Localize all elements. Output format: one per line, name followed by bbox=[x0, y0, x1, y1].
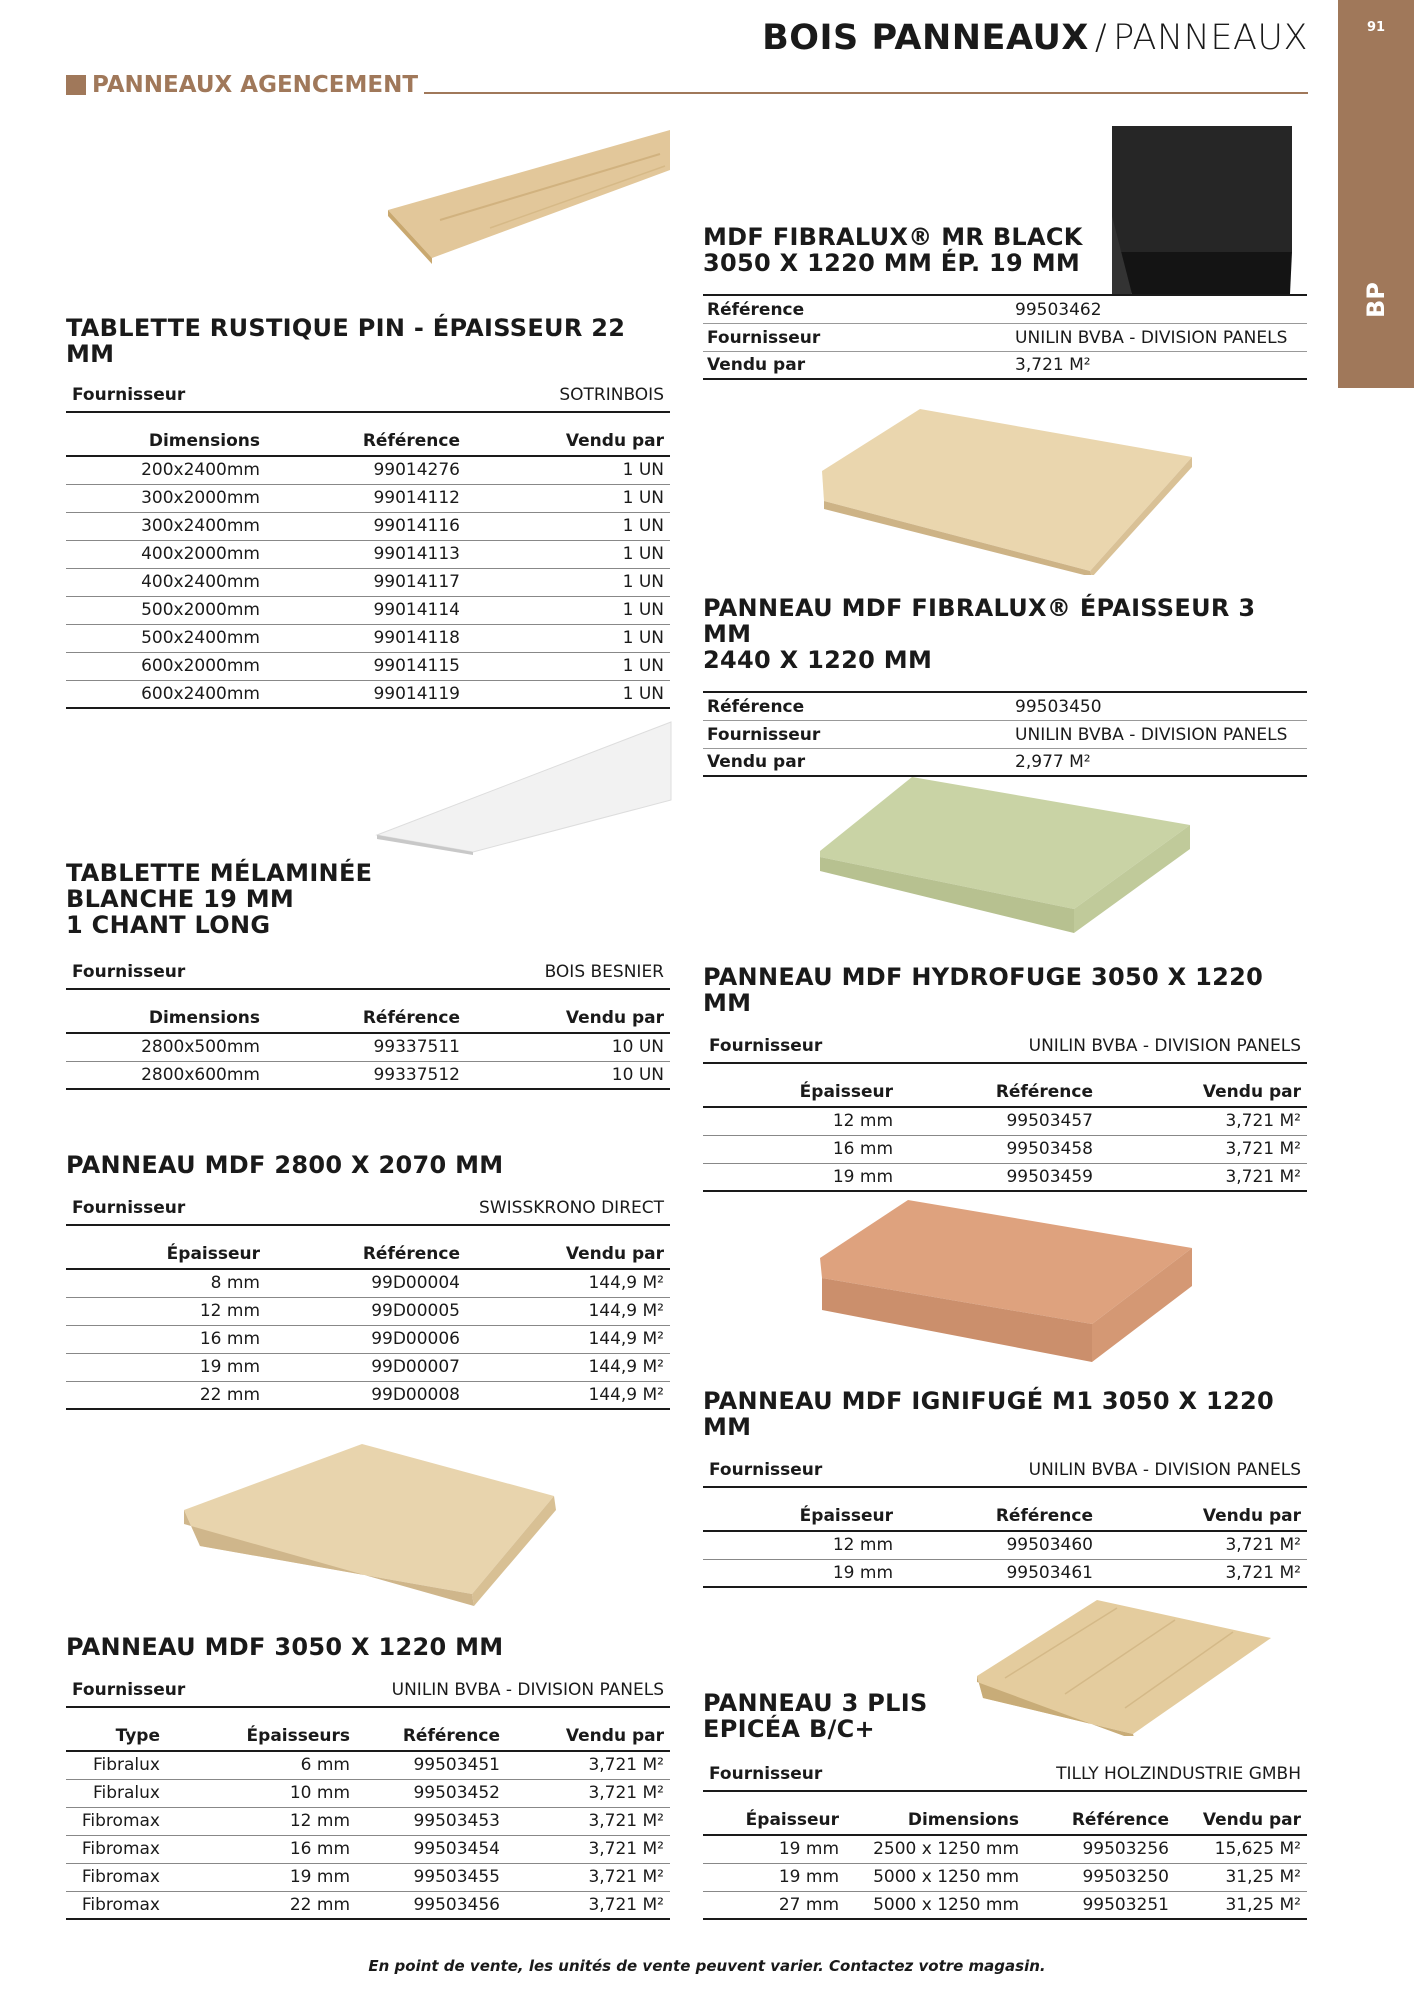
product-title-line-1: PANNEAU 3 PLIS bbox=[703, 1689, 928, 1717]
info-row bbox=[703, 720, 1307, 748]
cell: 8 mm bbox=[66, 1269, 266, 1297]
supplier-value: UNILIN BVBA - DIVISION PANELS bbox=[391, 1680, 664, 1700]
product-table bbox=[703, 1080, 1307, 1192]
col-vendu-par: Vendu par bbox=[506, 1724, 670, 1751]
info-row bbox=[703, 323, 1307, 351]
info-row bbox=[703, 748, 1307, 776]
cell: 16 mm bbox=[703, 1135, 899, 1163]
product-mdf-3050 bbox=[66, 1634, 670, 1920]
col-epaisseurs: Épaisseurs bbox=[166, 1724, 356, 1751]
product-info-table bbox=[703, 691, 1307, 777]
product-table bbox=[66, 429, 670, 709]
product-title-line-2: EPICÉA B/C+ bbox=[703, 1715, 875, 1743]
table-row bbox=[66, 1061, 670, 1089]
supplier-label: Fournisseur bbox=[709, 1460, 823, 1480]
cell: 300x2400mm bbox=[66, 512, 266, 540]
cell: 3,721 M² bbox=[1099, 1531, 1307, 1559]
product-title-line-1: TABLETTE MÉLAMINÉE bbox=[66, 859, 373, 887]
cell: 3,721 M² bbox=[1099, 1559, 1307, 1587]
cell: 1 UN bbox=[466, 456, 670, 484]
cell: 99014116 bbox=[266, 512, 466, 540]
table-row bbox=[66, 540, 670, 568]
supplier-label: Fournisseur bbox=[72, 962, 186, 982]
info-label: Fournisseur bbox=[703, 720, 1011, 748]
cell: 99337512 bbox=[266, 1061, 466, 1089]
cell: 3,721 M² bbox=[1099, 1107, 1307, 1135]
col-dimensions: Dimensions bbox=[845, 1808, 1025, 1835]
hydrofuge-board-image bbox=[818, 773, 1193, 938]
supplier-row bbox=[66, 962, 670, 990]
fibralux-3mm-image bbox=[820, 405, 1195, 575]
melamine-board-image bbox=[375, 720, 675, 855]
product-table bbox=[66, 1724, 670, 1920]
table-row bbox=[703, 1107, 1307, 1135]
cell: 19 mm bbox=[703, 1163, 899, 1191]
supplier-value: SOTRINBOIS bbox=[559, 385, 664, 405]
col-vendu-par: Vendu par bbox=[466, 1242, 670, 1269]
cell: 3,721 M² bbox=[1099, 1163, 1307, 1191]
table-row bbox=[66, 484, 670, 512]
cell: 99503458 bbox=[899, 1135, 1099, 1163]
col-epaisseur: Épaisseur bbox=[66, 1242, 266, 1269]
cell: 22 mm bbox=[66, 1381, 266, 1409]
cell: 1 UN bbox=[466, 540, 670, 568]
supplier-row bbox=[703, 1036, 1307, 1064]
table-row bbox=[66, 1751, 670, 1779]
cell: 600x2400mm bbox=[66, 680, 266, 708]
info-value: 99503462 bbox=[1011, 295, 1307, 323]
table-row bbox=[66, 1891, 670, 1919]
supplier-row bbox=[66, 1680, 670, 1708]
table-row bbox=[66, 568, 670, 596]
cell: 2800x600mm bbox=[66, 1061, 266, 1089]
supplier-value: TILLY HOLZINDUSTRIE GMBH bbox=[1056, 1764, 1301, 1784]
col-reference: Référence bbox=[899, 1504, 1099, 1531]
info-label: Vendu par bbox=[703, 748, 1011, 776]
table-row bbox=[66, 652, 670, 680]
cell: 12 mm bbox=[166, 1807, 356, 1835]
cell: 144,9 M² bbox=[466, 1325, 670, 1353]
supplier-value: UNILIN BVBA - DIVISION PANELS bbox=[1028, 1036, 1301, 1056]
cell: 19 mm bbox=[703, 1559, 899, 1587]
cell: 99014118 bbox=[266, 624, 466, 652]
info-label: Référence bbox=[703, 295, 1011, 323]
cell: Fibralux bbox=[66, 1779, 166, 1807]
product-table bbox=[703, 1504, 1307, 1588]
col-epaisseur: Épaisseur bbox=[703, 1808, 845, 1835]
cell: 144,9 M² bbox=[466, 1381, 670, 1409]
info-value: UNILIN BVBA - DIVISION PANELS bbox=[1011, 720, 1307, 748]
cell: 3,721 M² bbox=[506, 1891, 670, 1919]
pine-board-image bbox=[380, 124, 675, 264]
cell: 19 mm bbox=[703, 1835, 845, 1863]
cell: 99503457 bbox=[899, 1107, 1099, 1135]
info-value: 3,721 M² bbox=[1011, 351, 1307, 379]
cell: 22 mm bbox=[166, 1891, 356, 1919]
info-label: Fournisseur bbox=[703, 323, 1011, 351]
cell: 27 mm bbox=[703, 1891, 845, 1919]
info-value: 99503450 bbox=[1011, 692, 1307, 720]
col-reference: Référence bbox=[1025, 1808, 1175, 1835]
page-number: 91 bbox=[1366, 20, 1386, 35]
table-row bbox=[703, 1531, 1307, 1559]
table-row bbox=[703, 1835, 1307, 1863]
cell: 12 mm bbox=[66, 1297, 266, 1325]
cell: 144,9 M² bbox=[466, 1353, 670, 1381]
cell: 200x2400mm bbox=[66, 456, 266, 484]
cell: 6 mm bbox=[166, 1751, 356, 1779]
title-separator: / bbox=[1094, 18, 1108, 58]
supplier-row bbox=[703, 1460, 1307, 1488]
table-row bbox=[703, 1163, 1307, 1191]
cell: Fibromax bbox=[66, 1807, 166, 1835]
supplier-value: SWISSKRONO DIRECT bbox=[479, 1198, 664, 1218]
info-label: Référence bbox=[703, 692, 1011, 720]
page-title bbox=[762, 18, 1308, 58]
product-ignifuge bbox=[703, 1388, 1307, 1588]
cell: 500x2400mm bbox=[66, 624, 266, 652]
col-epaisseur: Épaisseur bbox=[703, 1080, 899, 1107]
cell: 99D00005 bbox=[266, 1297, 466, 1325]
cell: Fibralux bbox=[66, 1751, 166, 1779]
col-vendu-par: Vendu par bbox=[1099, 1080, 1307, 1107]
cell: 3,721 M² bbox=[506, 1835, 670, 1863]
cell: 3,721 M² bbox=[1099, 1135, 1307, 1163]
cell: 19 mm bbox=[166, 1863, 356, 1891]
cell: 10 mm bbox=[166, 1779, 356, 1807]
table-row bbox=[66, 1353, 670, 1381]
cell: 99014117 bbox=[266, 568, 466, 596]
cell: 3,721 M² bbox=[506, 1751, 670, 1779]
cell: 99014112 bbox=[266, 484, 466, 512]
table-row bbox=[66, 1269, 670, 1297]
cell: 99503459 bbox=[899, 1163, 1099, 1191]
table-row bbox=[66, 1297, 670, 1325]
cell: 144,9 M² bbox=[466, 1297, 670, 1325]
table-row bbox=[66, 596, 670, 624]
side-tab bbox=[1338, 0, 1414, 388]
table-row bbox=[66, 1863, 670, 1891]
cell: 99503250 bbox=[1025, 1863, 1175, 1891]
product-tablette-melaminee bbox=[66, 860, 670, 1090]
product-title-line-3: 1 CHANT LONG bbox=[66, 911, 271, 939]
table-row bbox=[66, 456, 670, 484]
cell: 31,25 M² bbox=[1175, 1863, 1307, 1891]
cell: 99014114 bbox=[266, 596, 466, 624]
col-reference: Référence bbox=[266, 1242, 466, 1269]
col-vendu-par: Vendu par bbox=[1175, 1808, 1307, 1835]
cell: 99503256 bbox=[1025, 1835, 1175, 1863]
cell: 99503452 bbox=[356, 1779, 506, 1807]
product-info-table bbox=[703, 294, 1307, 380]
cell: 1 UN bbox=[466, 624, 670, 652]
cell: 1 UN bbox=[466, 652, 670, 680]
supplier-value: UNILIN BVBA - DIVISION PANELS bbox=[1028, 1460, 1301, 1480]
product-title-line-2: BLANCHE 19 MM bbox=[66, 885, 295, 913]
title-sub: PANNEAUX bbox=[1113, 18, 1308, 58]
cell: 10 UN bbox=[466, 1061, 670, 1089]
col-vendu-par: Vendu par bbox=[1099, 1504, 1307, 1531]
col-vendu-par: Vendu par bbox=[466, 1006, 670, 1033]
table-row bbox=[703, 1559, 1307, 1587]
info-row bbox=[703, 295, 1307, 323]
col-dimensions: Dimensions bbox=[66, 429, 266, 456]
cell: 99503454 bbox=[356, 1835, 506, 1863]
table-row bbox=[703, 1891, 1307, 1919]
table-row bbox=[66, 1033, 670, 1061]
supplier-row bbox=[66, 385, 670, 413]
cell: 99503451 bbox=[356, 1751, 506, 1779]
table-row bbox=[66, 1835, 670, 1863]
section-label: PANNEAUX AGENCEMENT bbox=[92, 72, 424, 98]
cell: 12 mm bbox=[703, 1531, 899, 1559]
ignifuge-board-image bbox=[818, 1198, 1196, 1366]
cell: 99503251 bbox=[1025, 1891, 1175, 1919]
cell: 1 UN bbox=[466, 596, 670, 624]
product-title: TABLETTE RUSTIQUE PIN - ÉPAISSEUR 22 MM bbox=[66, 314, 626, 368]
table-row bbox=[703, 1135, 1307, 1163]
table-row bbox=[66, 1779, 670, 1807]
cell: 2500 x 1250 mm bbox=[845, 1835, 1025, 1863]
cell: 99D00007 bbox=[266, 1353, 466, 1381]
section-header bbox=[66, 72, 1308, 102]
cell: 5000 x 1250 mm bbox=[845, 1891, 1025, 1919]
col-epaisseur: Épaisseur bbox=[703, 1504, 899, 1531]
product-hydrofuge bbox=[703, 964, 1307, 1192]
section-rule bbox=[406, 92, 1308, 94]
cell: 99503455 bbox=[356, 1863, 506, 1891]
product-title-line-2: 2440 X 1220 MM bbox=[703, 646, 933, 674]
table-row bbox=[66, 1381, 670, 1409]
product-fibralux-3mm bbox=[703, 595, 1307, 777]
cell: 19 mm bbox=[703, 1863, 845, 1891]
cell: Fibromax bbox=[66, 1891, 166, 1919]
info-row bbox=[703, 692, 1307, 720]
cell: 1 UN bbox=[466, 680, 670, 708]
product-mr-black bbox=[703, 224, 1307, 380]
cell: 19 mm bbox=[66, 1353, 266, 1381]
title-main: BOIS PANNEAUX bbox=[762, 18, 1089, 58]
table-row bbox=[66, 1325, 670, 1353]
table-row bbox=[703, 1863, 1307, 1891]
cell: 99503453 bbox=[356, 1807, 506, 1835]
col-reference: Référence bbox=[266, 1006, 466, 1033]
supplier-label: Fournisseur bbox=[72, 385, 186, 405]
cell: 5000 x 1250 mm bbox=[845, 1863, 1025, 1891]
product-table bbox=[66, 1242, 670, 1410]
cell: 10 UN bbox=[466, 1033, 670, 1061]
cell: 12 mm bbox=[703, 1107, 899, 1135]
cell: Fibromax bbox=[66, 1863, 166, 1891]
col-type: Type bbox=[66, 1724, 166, 1751]
mdf-2800-image bbox=[182, 1440, 562, 1610]
cell: 31,25 M² bbox=[1175, 1891, 1307, 1919]
cell: Fibromax bbox=[66, 1835, 166, 1863]
product-title: PANNEAU MDF 2800 X 2070 MM bbox=[66, 1151, 504, 1179]
cell: 400x2000mm bbox=[66, 540, 266, 568]
supplier-row bbox=[66, 1198, 670, 1226]
supplier-label: Fournisseur bbox=[72, 1198, 186, 1218]
product-title: PANNEAU MDF 3050 X 1220 MM bbox=[66, 1633, 504, 1661]
cell: 400x2400mm bbox=[66, 568, 266, 596]
cell: 1 UN bbox=[466, 568, 670, 596]
cell: 3,721 M² bbox=[506, 1807, 670, 1835]
cell: 99014113 bbox=[266, 540, 466, 568]
product-title-line-1: MDF FIBRALUX® MR BLACK bbox=[703, 223, 1083, 251]
section-square-icon bbox=[66, 75, 86, 95]
table-row bbox=[66, 1807, 670, 1835]
info-row bbox=[703, 351, 1307, 379]
cell: 3,721 M² bbox=[506, 1779, 670, 1807]
cell: 1 UN bbox=[466, 512, 670, 540]
cell: 16 mm bbox=[166, 1835, 356, 1863]
supplier-label: Fournisseur bbox=[709, 1036, 823, 1056]
col-reference: Référence bbox=[899, 1080, 1099, 1107]
cell: 300x2000mm bbox=[66, 484, 266, 512]
supplier-label: Fournisseur bbox=[709, 1764, 823, 1784]
product-trois-plis bbox=[703, 1690, 1307, 1920]
cell: 99014115 bbox=[266, 652, 466, 680]
product-tablette-pin bbox=[66, 315, 670, 709]
table-row bbox=[66, 624, 670, 652]
cell: 99D00006 bbox=[266, 1325, 466, 1353]
cell: 15,625 M² bbox=[1175, 1835, 1307, 1863]
product-title-line-2: 3050 X 1220 MM ÉP. 19 MM bbox=[703, 249, 1081, 277]
product-table bbox=[703, 1808, 1307, 1920]
product-title: PANNEAU MDF HYDROFUGE 3050 X 1220 MM bbox=[703, 963, 1264, 1017]
cell: 99014119 bbox=[266, 680, 466, 708]
supplier-value: BOIS BESNIER bbox=[544, 962, 664, 982]
supplier-label: Fournisseur bbox=[72, 1680, 186, 1700]
product-title: PANNEAU MDF IGNIFUGÉ M1 3050 X 1220 MM bbox=[703, 1387, 1274, 1441]
col-reference: Référence bbox=[356, 1724, 506, 1751]
col-vendu-par: Vendu par bbox=[466, 429, 670, 456]
cell: 99503461 bbox=[899, 1559, 1099, 1587]
cell: 99D00004 bbox=[266, 1269, 466, 1297]
table-row bbox=[66, 680, 670, 708]
info-value: 2,977 M² bbox=[1011, 748, 1307, 776]
cell: 99503456 bbox=[356, 1891, 506, 1919]
cell: 99503460 bbox=[899, 1531, 1099, 1559]
supplier-row bbox=[703, 1764, 1307, 1792]
product-table bbox=[66, 1006, 670, 1090]
col-reference: Référence bbox=[266, 429, 466, 456]
section-code: BP bbox=[1362, 282, 1390, 318]
cell: 99337511 bbox=[266, 1033, 466, 1061]
cell: 1 UN bbox=[466, 484, 670, 512]
info-value: UNILIN BVBA - DIVISION PANELS bbox=[1011, 323, 1307, 351]
table-row bbox=[66, 512, 670, 540]
cell: 99D00008 bbox=[266, 1381, 466, 1409]
cell: 3,721 M² bbox=[506, 1863, 670, 1891]
cell: 500x2000mm bbox=[66, 596, 266, 624]
product-title-line-1: PANNEAU MDF FIBRALUX® ÉPAISSEUR 3 MM bbox=[703, 594, 1256, 648]
cell: 2800x500mm bbox=[66, 1033, 266, 1061]
cell: 99014276 bbox=[266, 456, 466, 484]
product-mdf-2800 bbox=[66, 1152, 670, 1410]
cell: 16 mm bbox=[66, 1325, 266, 1353]
col-dimensions: Dimensions bbox=[66, 1006, 266, 1033]
info-label: Vendu par bbox=[703, 351, 1011, 379]
footer-note: En point de vente, les unités de vente peuvent varier. Contactez votre magasin. bbox=[368, 1957, 1046, 1975]
cell: 144,9 M² bbox=[466, 1269, 670, 1297]
cell: 600x2000mm bbox=[66, 652, 266, 680]
